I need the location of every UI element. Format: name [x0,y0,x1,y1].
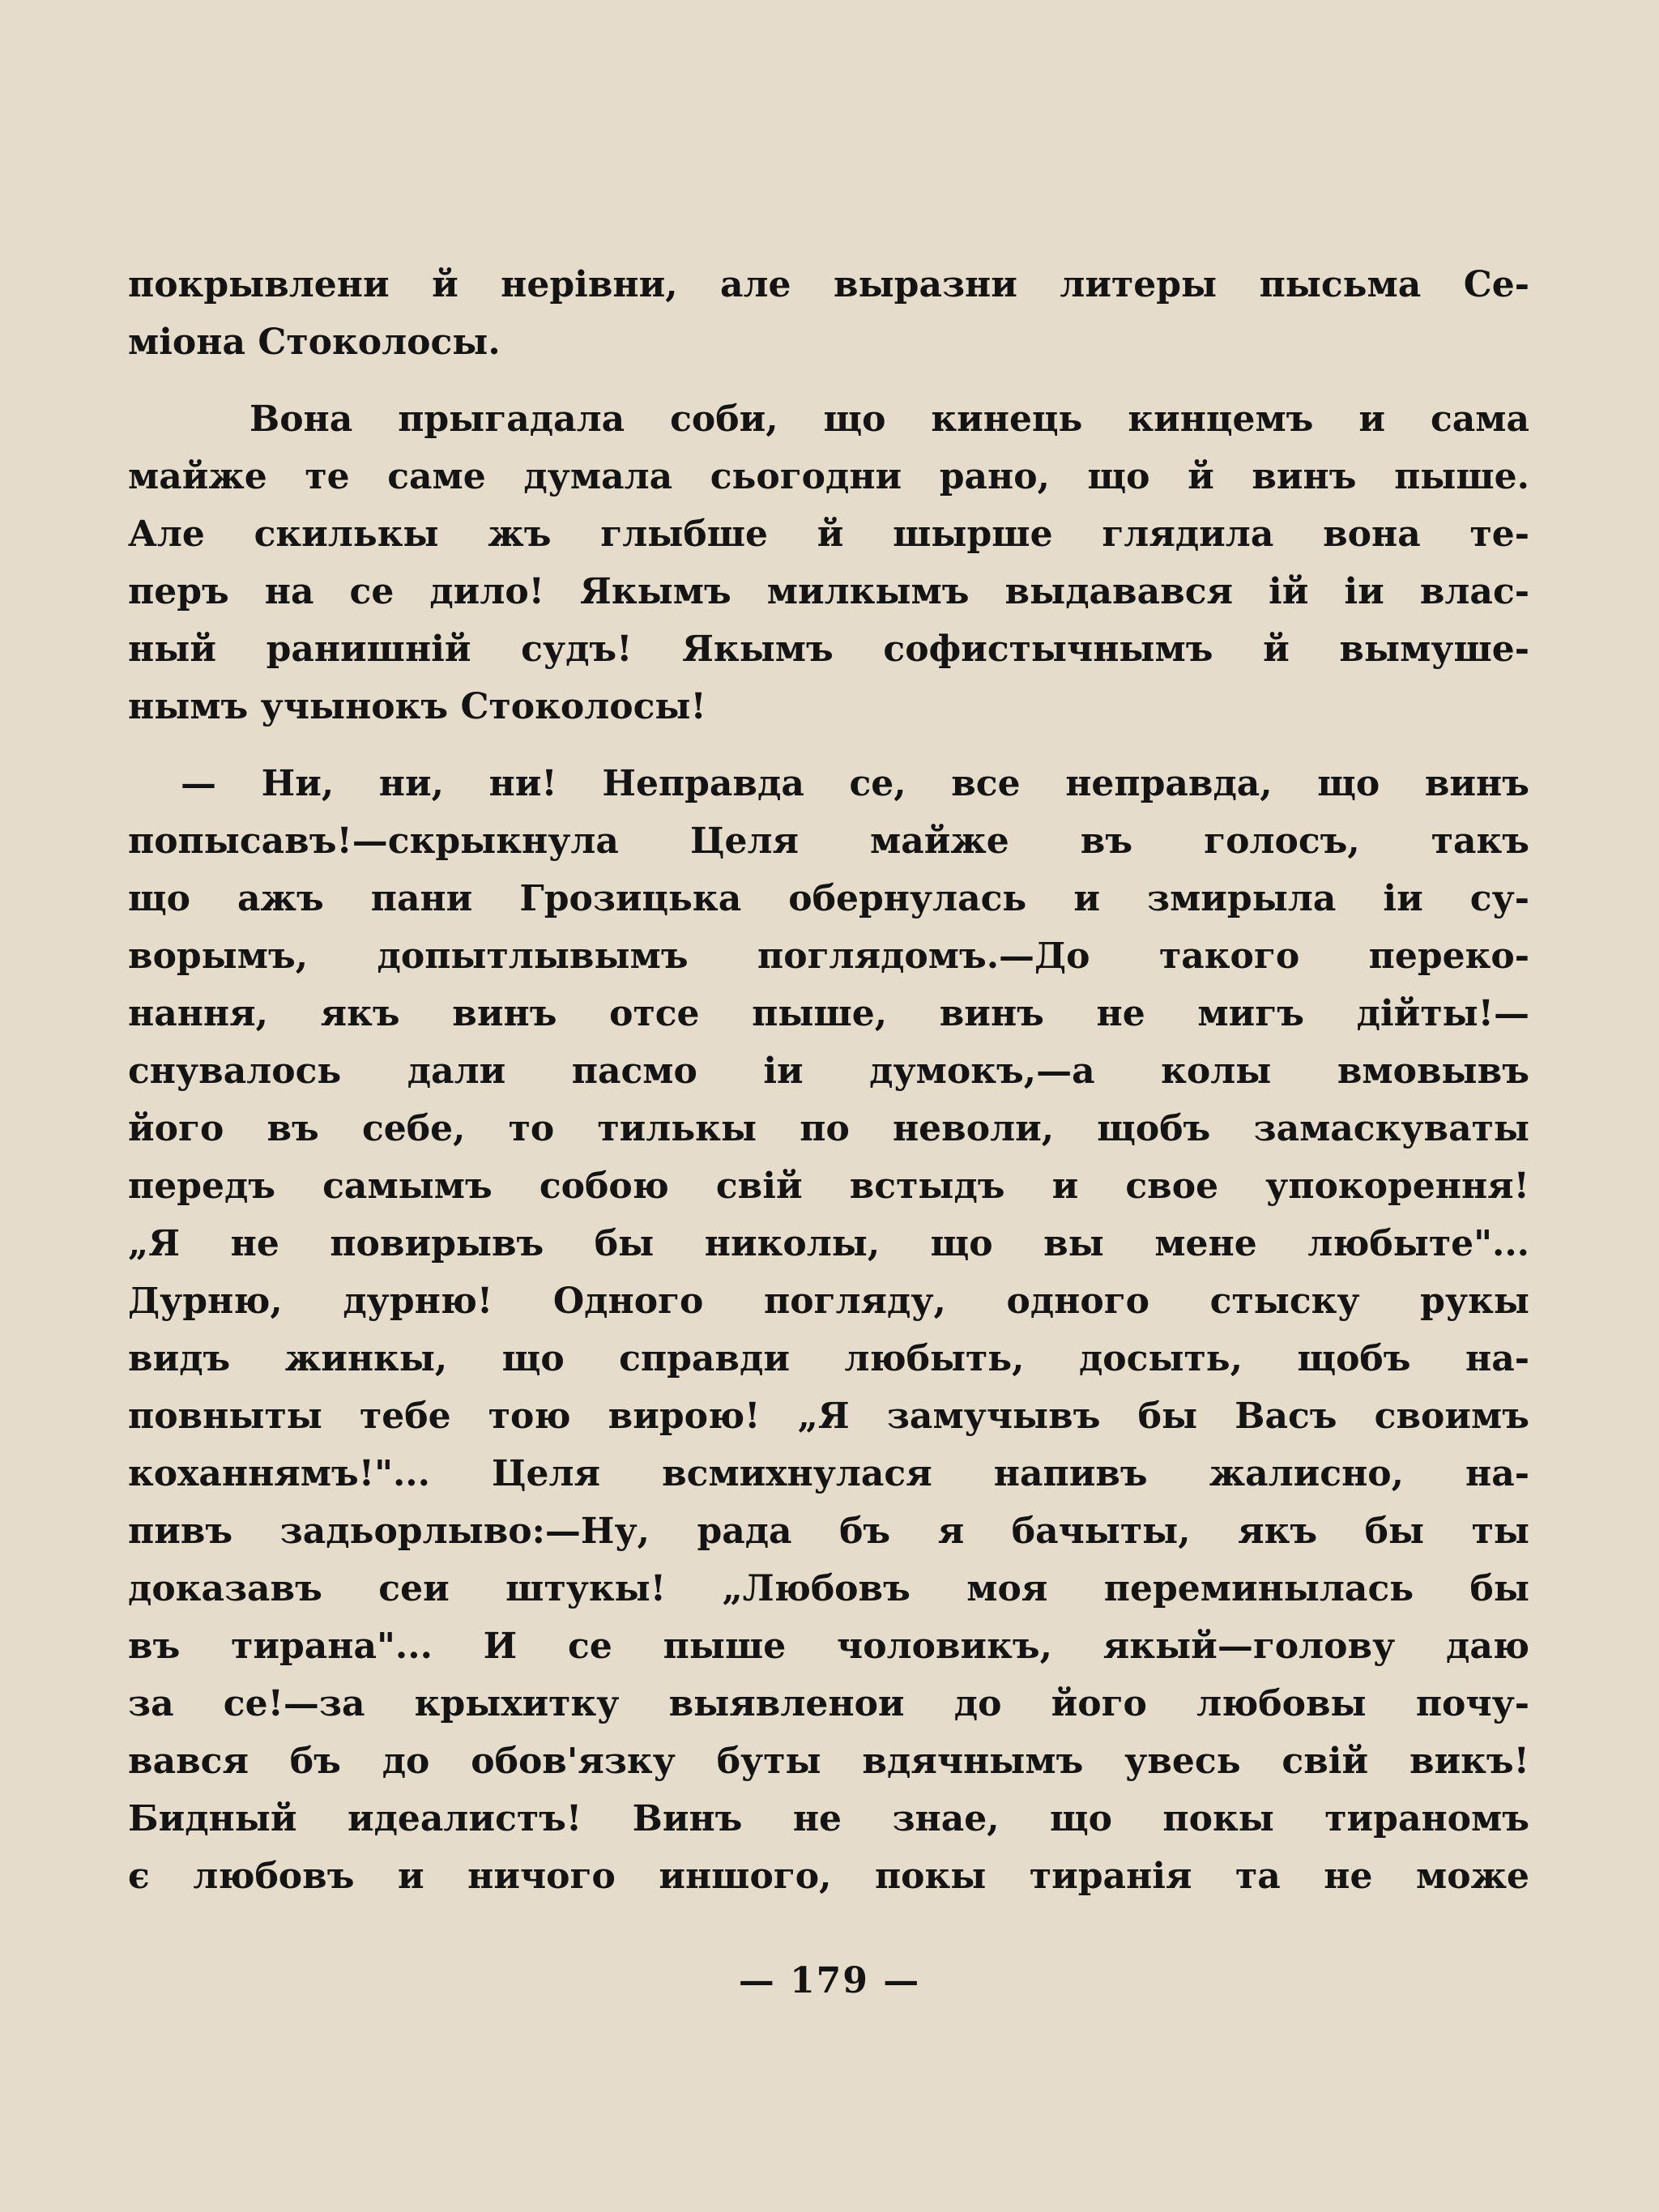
text-line: попысавъ!—скрыкнула Целя майже въ голосъ, такъ [128,820,1529,862]
text-line: Бидный идеалистъ! Винъ не знае, що покы тираномъ [128,1798,1529,1839]
text-line: передъ самымъ собою свій встыдъ и свое упокорення! [128,1166,1529,1207]
paragraph [128,755,1529,1905]
text-line: доказавъ сеи штукы! „Любовъ моя переминылась бы [128,1568,1529,1609]
text-line: „Я не повирывъ бы николы, що вы мене любыте"... [128,1223,1529,1264]
text-line: за се!—за крыхитку выявленои до його любовы почу- [128,1683,1529,1724]
text-line: Дурню, дурню! Одного погляду, одного стыску рукы [128,1281,1529,1322]
text-line: перъ на се дило! Якымъ милкымъ выдавався ій іи влас- [128,571,1529,612]
text-line: його въ себе, то тилькы по неволи, щобъ замаскуваты [128,1108,1529,1149]
text-line: покрывлени й нерівни, але выразни литеры пысьма Се- [128,264,1529,305]
text-line: повныты тебе тою вирою! „Я замучывъ бы Васъ своимъ [128,1396,1529,1437]
text-line: пивъ задьорлыво:—Ну, рада бъ я бачыты, якъ бы ты [128,1511,1529,1552]
text-line: вався бъ до обов'язку буты вдячнымъ увесь свій викъ! [128,1741,1529,1782]
text-line: видъ жинкы, що справди любыть, досыть, щобъ на- [128,1338,1529,1379]
text-line: ворымъ, допытлывымъ поглядомъ.—До такого переко- [128,936,1529,977]
text-line: нання, якъ винъ отсе пыше, винъ не мигъ дійты!— [128,993,1529,1034]
text-line: коханнямъ!"... Целя всмихнулася напивъ жалисно, на- [128,1453,1529,1494]
text-line: майже те саме думала сьогодни рано, що й винъ пыше. [128,456,1529,497]
text-line: въ тирана"... И се пыше чоловикъ, якый—голову даю [128,1626,1529,1667]
text-line: міона Стоколосы. [128,322,501,363]
text-line: ный ранишній судъ! Якымъ софистычнымъ й вымуше- [128,629,1529,670]
paragraph [128,390,1529,735]
text-line: що ажъ пани Грозицька обернулась и змирыла іи су- [128,878,1529,919]
text-line: — Ни, ни, ни! Неправда се, все неправда, що винъ [181,763,1529,804]
text-line: Вона прыгадала соби, що кинець кинцемъ и сама [249,399,1529,440]
text-line: снувалось дали пасмо іи думокъ,—а колы вмовывъ [128,1051,1529,1092]
text-line: нымъ учынокъ Стоколосы! [128,686,706,727]
paragraph [128,256,1529,371]
page-number: — 179 — [738,1960,921,2001]
text-line: є любовъ и ничого иншого, покы тиранія та не може [128,1856,1529,1897]
body-text [128,256,1529,1905]
text-line: Але скилькы жъ глыбше й шырше глядила вона те- [128,514,1529,555]
